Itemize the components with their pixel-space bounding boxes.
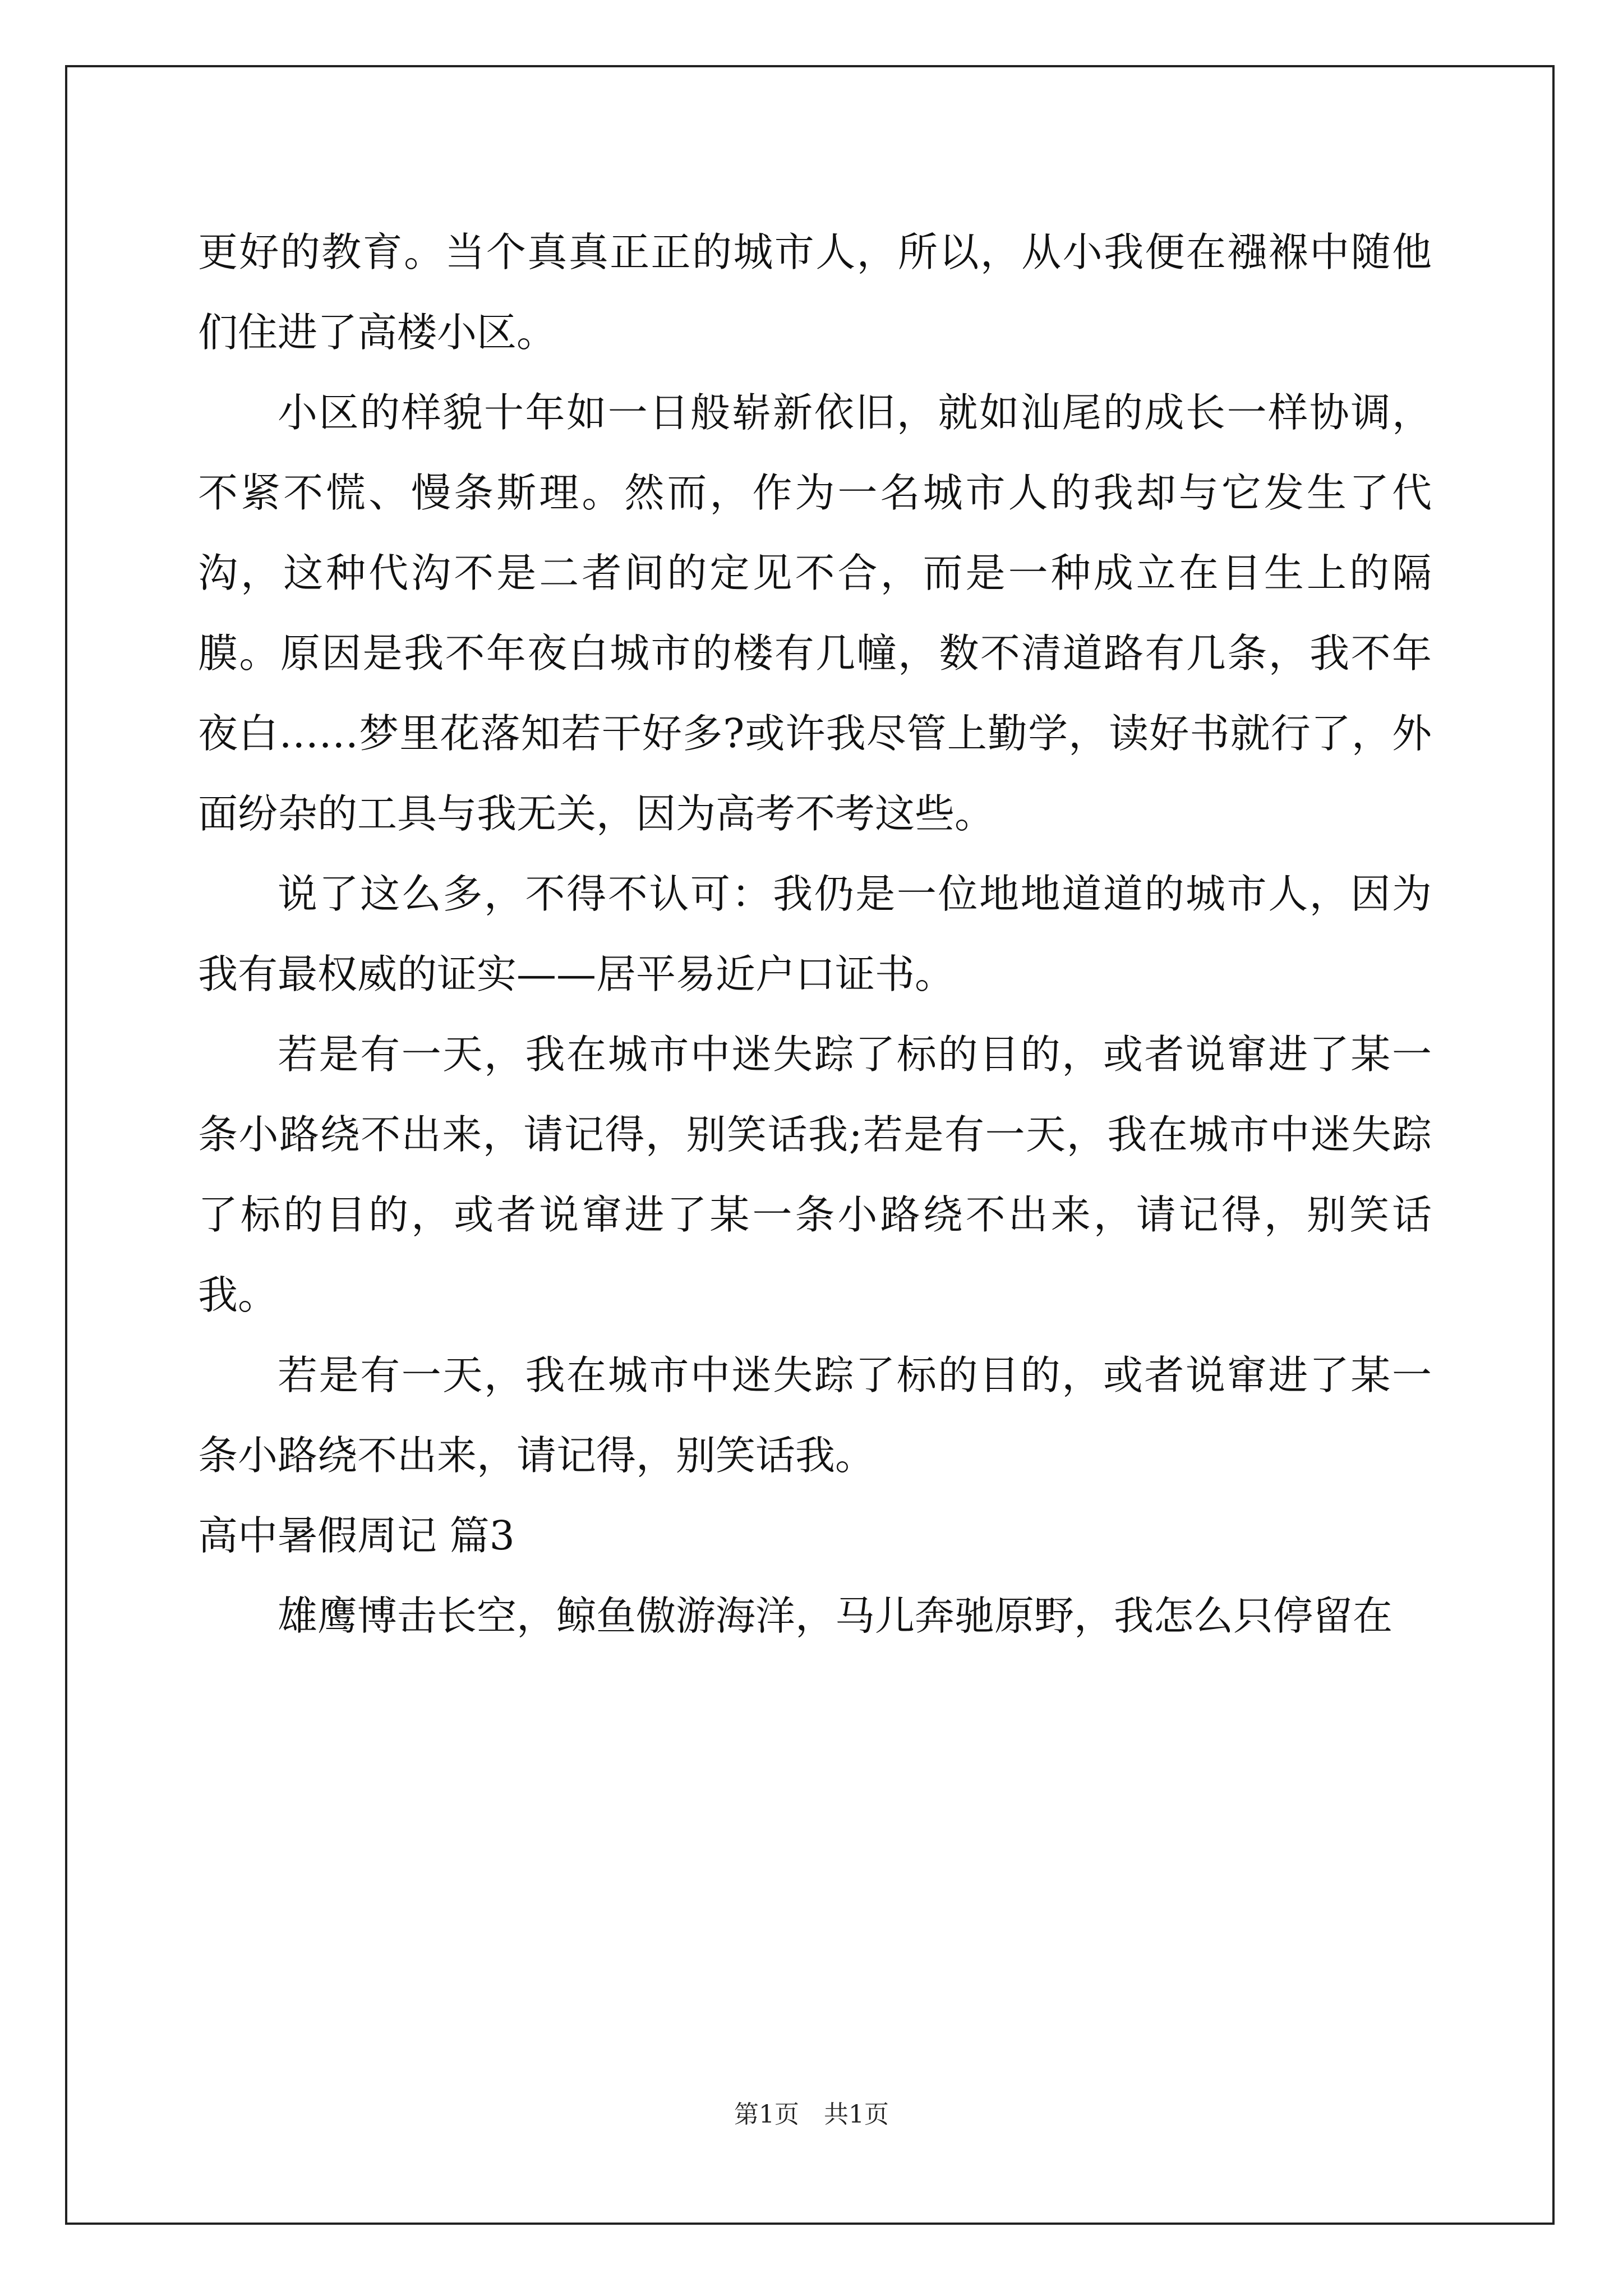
paragraph-3: 说了这么多，不得不认可：我仍是一位地地道道的城市人，因为我有最权威的证实——居平易近户口证书。 bbox=[198, 871, 1432, 997]
document-body bbox=[198, 212, 1432, 1656]
paragraph-6: 雄鹰博击长空，鲸鱼傲游海洋，马儿奔驰原野，我怎么只停留在 bbox=[278, 1593, 1393, 1639]
section-heading: 高中暑假周记 篇3 bbox=[198, 1512, 515, 1559]
paragraph-2: 小区的样貌十年如一日般崭新依旧，就如汕尾的成长一样协调，不紧不慌、慢条斯理。然而，作为一名城市人的我却与它发生了代沟，这种代沟不是二者间的定见不合，而是一种成立在目生上的隔膜。原因是我不年夜白城市的楼有几幢，数不清道路有几条，我不年夜白……梦里花落知若干好多?或许我尽管上勤学，读好书就行了，外面纷杂的工具与我无关，因为高考不考这些。 bbox=[198, 389, 1432, 837]
paragraph-1: 更好的教育。当个真真正正的城市人，所以，从小我便在襁褓中随他们住进了高楼小区。 bbox=[198, 229, 1432, 356]
paragraph-5: 若是有一天，我在城市中迷失踪了标的目的，或者说窜进了某一条小路绕不出来，请记得，别笑话我。 bbox=[198, 1352, 1432, 1479]
page-footer: 第1页 共1页 bbox=[734, 2100, 889, 2129]
paragraph-4: 若是有一天，我在城市中迷失踪了标的目的，或者说窜进了某一条小路绕不出来，请记得，别笑话我;若是有一天，我在城市中迷失踪了标的目的，或者说窜进了某一条小路绕不出来，请记得，别笑话我。 bbox=[198, 1031, 1432, 1318]
